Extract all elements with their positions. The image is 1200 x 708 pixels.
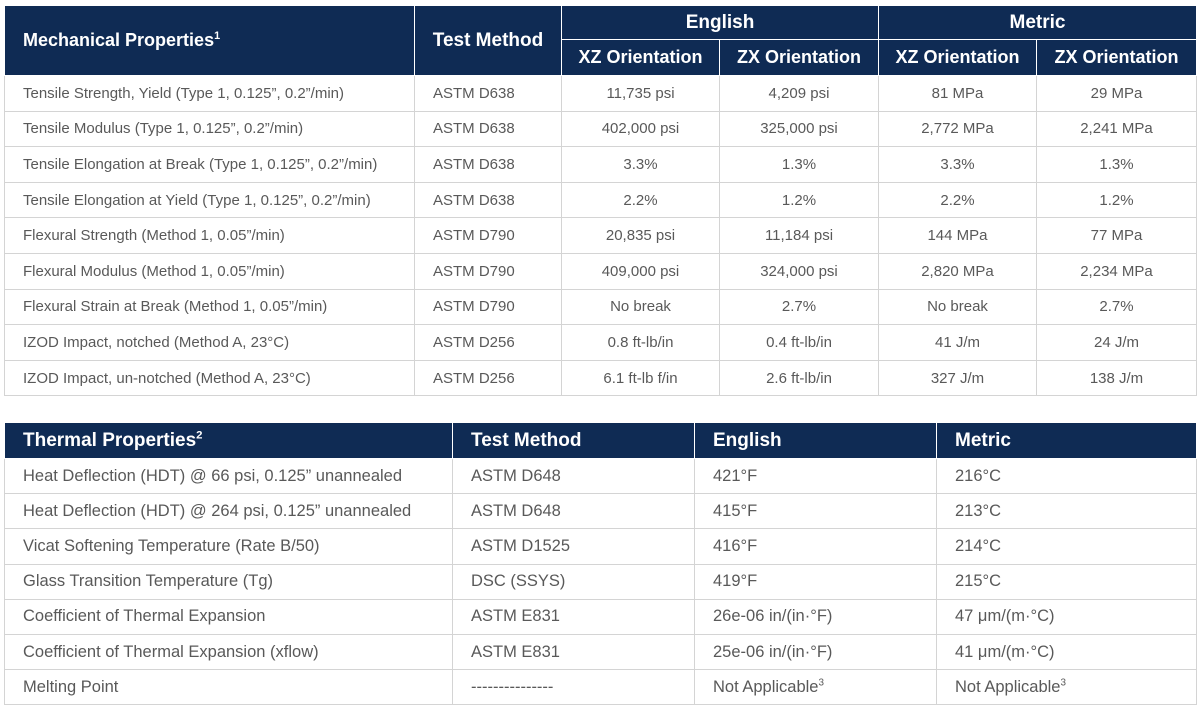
english-cell xyxy=(695,670,937,705)
method-cell-text: ASTM E831 xyxy=(471,642,560,661)
footnote-marker: 3 xyxy=(1060,677,1066,689)
method-cell-text: ASTM D648 xyxy=(471,466,561,485)
metric-cell-text: 214°C xyxy=(955,536,1002,555)
property-cell-text: Glass Transition Temperature (Tg) xyxy=(23,572,274,591)
method-cell-text: DSC (SSYS) xyxy=(471,572,566,591)
english-cell-text: 419°F xyxy=(713,572,758,591)
table-row xyxy=(5,634,1197,669)
metric-cell xyxy=(937,670,1197,705)
table-row xyxy=(5,111,1197,147)
english-cell xyxy=(695,459,937,494)
metric-xz-cell: 2,820 MPa xyxy=(879,253,1037,289)
english-xz-cell: 402,000 psi xyxy=(562,111,720,147)
english-cell-text: 415°F xyxy=(713,501,758,520)
english-cell-text: 26e-06 in/(in·°F) xyxy=(713,607,833,626)
property-cell xyxy=(5,564,453,599)
property-cell: IZOD Impact, notched (Method A, 23°C) xyxy=(5,325,415,361)
property-cell xyxy=(5,529,453,564)
thermal-properties-table xyxy=(4,422,1197,705)
mechanical-title-header: Mechanical Properties$^1$ xyxy=(5,6,415,76)
metric-cell-text: 216°C xyxy=(955,466,1002,485)
metric-cell xyxy=(937,599,1197,634)
metric-cell xyxy=(937,494,1197,529)
metric-xz-cell: 81 MPa xyxy=(879,76,1037,112)
english-xz-header: XZ Orientation xyxy=(562,40,720,76)
method-cell xyxy=(453,564,695,599)
metric-xz-cell: 327 J/m xyxy=(879,360,1037,396)
metric-xz-cell: 144 MPa xyxy=(879,218,1037,254)
metric-cell-text: 41 μm/(m·°C) xyxy=(955,642,1055,661)
english-xz-cell: 0.8 ft-lb/in xyxy=(562,325,720,361)
metric-xz-cell: 41 J/m xyxy=(879,325,1037,361)
english-cell xyxy=(695,599,937,634)
english-cell xyxy=(695,634,937,669)
english-zx-cell: 2.7% xyxy=(720,289,879,325)
metric-cell-text: 47 μm/(m·°C) xyxy=(955,607,1055,626)
table-row xyxy=(5,289,1197,325)
table-row xyxy=(5,599,1197,634)
english-cell-text: 421°F xyxy=(713,466,758,485)
english-cell xyxy=(695,494,937,529)
property-cell xyxy=(5,670,453,705)
mechanical-properties-table xyxy=(4,5,1197,396)
english-zx-cell: 1.3% xyxy=(720,147,879,183)
table-row xyxy=(5,494,1197,529)
metric-xz-cell: 2,772 MPa xyxy=(879,111,1037,147)
thermal-metric-header: Metric xyxy=(937,423,1197,459)
table-row xyxy=(5,529,1197,564)
table-row xyxy=(5,218,1197,254)
method-cell: ASTM D638 xyxy=(415,147,562,183)
method-cell xyxy=(453,494,695,529)
english-zx-cell: 1.2% xyxy=(720,182,879,218)
method-cell xyxy=(453,459,695,494)
table-row xyxy=(5,670,1197,705)
english-zx-header: ZX Orientation xyxy=(720,40,879,76)
property-cell: Flexural Strength (Method 1, 0.05”/min) xyxy=(5,218,415,254)
method-cell: ASTM D256 xyxy=(415,360,562,396)
metric-cell xyxy=(937,529,1197,564)
method-cell: ASTM D790 xyxy=(415,218,562,254)
property-cell: Flexural Strain at Break (Method 1, 0.05”/min) xyxy=(5,289,415,325)
english-zx-cell: 11,184 psi xyxy=(720,218,879,254)
metric-cell-text: 215°C xyxy=(955,572,1002,591)
english-cell xyxy=(695,529,937,564)
metric-zx-cell: 1.3% xyxy=(1037,147,1197,183)
method-cell: ASTM D790 xyxy=(415,289,562,325)
property-cell xyxy=(5,634,453,669)
method-cell-text: ASTM D1525 xyxy=(471,536,571,555)
thermal-title-header: Thermal Properties$^2$ xyxy=(5,423,453,459)
method-cell-text: ASTM D648 xyxy=(471,501,561,520)
table-row xyxy=(5,147,1197,183)
metric-zx-cell: 2,234 MPa xyxy=(1037,253,1197,289)
metric-cell xyxy=(937,564,1197,599)
property-cell: Flexural Modulus (Method 1, 0.05”/min) xyxy=(5,253,415,289)
property-cell xyxy=(5,599,453,634)
mechanical-table-body xyxy=(5,76,1197,396)
table-row xyxy=(5,325,1197,361)
metric-xz-header: XZ Orientation xyxy=(879,40,1037,76)
property-cell xyxy=(5,459,453,494)
metric-zx-cell: 2.7% xyxy=(1037,289,1197,325)
metric-xz-cell: 2.2% xyxy=(879,182,1037,218)
method-cell: ASTM D638 xyxy=(415,111,562,147)
method-cell: ASTM D256 xyxy=(415,325,562,361)
method-cell xyxy=(453,634,695,669)
english-xz-cell: No break xyxy=(562,289,720,325)
metric-cell xyxy=(937,459,1197,494)
english-zx-cell: 324,000 psi xyxy=(720,253,879,289)
method-cell xyxy=(453,670,695,705)
method-cell xyxy=(453,529,695,564)
english-xz-cell: 6.1 ft-lb f/in xyxy=(562,360,720,396)
property-cell: Tensile Elongation at Yield (Type 1, 0.125”, 0.2”/min) xyxy=(5,182,415,218)
table-row xyxy=(5,564,1197,599)
thermal-english-header: English xyxy=(695,423,937,459)
english-xz-cell: 11,735 psi xyxy=(562,76,720,112)
english-zx-cell: 2.6 ft-lb/in xyxy=(720,360,879,396)
english-xz-cell: 20,835 psi xyxy=(562,218,720,254)
english-zx-cell: 4,209 psi xyxy=(720,76,879,112)
metric-zx-cell: 138 J/m xyxy=(1037,360,1197,396)
table-row xyxy=(5,360,1197,396)
mechanical-english-header: English xyxy=(562,6,879,40)
metric-xz-cell: No break xyxy=(879,289,1037,325)
english-xz-cell: 2.2% xyxy=(562,182,720,218)
metric-zx-header: ZX Orientation xyxy=(1037,40,1197,76)
property-cell: Tensile Strength, Yield (Type 1, 0.125”, 0.2”/min) xyxy=(5,76,415,112)
english-zx-cell: 325,000 psi xyxy=(720,111,879,147)
method-cell: ASTM D638 xyxy=(415,182,562,218)
english-zx-cell: 0.4 ft-lb/in xyxy=(720,325,879,361)
english-cell xyxy=(695,564,937,599)
metric-zx-cell: 24 J/m xyxy=(1037,325,1197,361)
property-cell-text: Heat Deflection (HDT) @ 264 psi, 0.125” unannealed xyxy=(23,501,412,520)
metric-cell xyxy=(937,634,1197,669)
english-xz-cell: 409,000 psi xyxy=(562,253,720,289)
mechanical-method-header: Test Method xyxy=(415,6,562,76)
footnote-marker: 3 xyxy=(818,677,824,689)
english-xz-cell: 3.3% xyxy=(562,147,720,183)
english-cell-text: 416°F xyxy=(713,536,758,555)
mechanical-metric-header: Metric xyxy=(879,6,1197,40)
english-cell-text: 25e-06 in/(in·°F) xyxy=(713,642,833,661)
method-cell xyxy=(453,599,695,634)
table-row xyxy=(5,253,1197,289)
metric-zx-cell: 1.2% xyxy=(1037,182,1197,218)
metric-cell-text: Not Applicable xyxy=(955,677,1061,696)
property-cell-text: Heat Deflection (HDT) @ 66 psi, 0.125” unannealed xyxy=(23,466,403,485)
table-row xyxy=(5,182,1197,218)
property-cell xyxy=(5,494,453,529)
method-cell-text: --------------- xyxy=(471,677,554,696)
metric-xz-cell: 3.3% xyxy=(879,147,1037,183)
thermal-table-body xyxy=(5,459,1197,705)
property-cell: IZOD Impact, un-notched (Method A, 23°C) xyxy=(5,360,415,396)
property-cell-text: Melting Point xyxy=(23,677,119,696)
method-cell: ASTM D790 xyxy=(415,253,562,289)
property-cell-text: Vicat Softening Temperature (Rate B/50) xyxy=(23,536,320,555)
property-cell-text: Coefficient of Thermal Expansion xyxy=(23,607,266,626)
metric-zx-cell: 2,241 MPa xyxy=(1037,111,1197,147)
metric-zx-cell: 29 MPa xyxy=(1037,76,1197,112)
table-row xyxy=(5,459,1197,494)
method-cell-text: ASTM E831 xyxy=(471,607,560,626)
property-cell-text: Coefficient of Thermal Expansion (xflow) xyxy=(23,642,319,661)
method-cell: ASTM D638 xyxy=(415,76,562,112)
table-row xyxy=(5,76,1197,112)
english-cell-text: Not Applicable xyxy=(713,677,819,696)
property-cell: Tensile Elongation at Break (Type 1, 0.125”, 0.2”/min) xyxy=(5,147,415,183)
thermal-method-header: Test Method xyxy=(453,423,695,459)
metric-zx-cell: 77 MPa xyxy=(1037,218,1197,254)
metric-cell-text: 213°C xyxy=(955,501,1002,520)
property-cell: Tensile Modulus (Type 1, 0.125”, 0.2”/min) xyxy=(5,111,415,147)
